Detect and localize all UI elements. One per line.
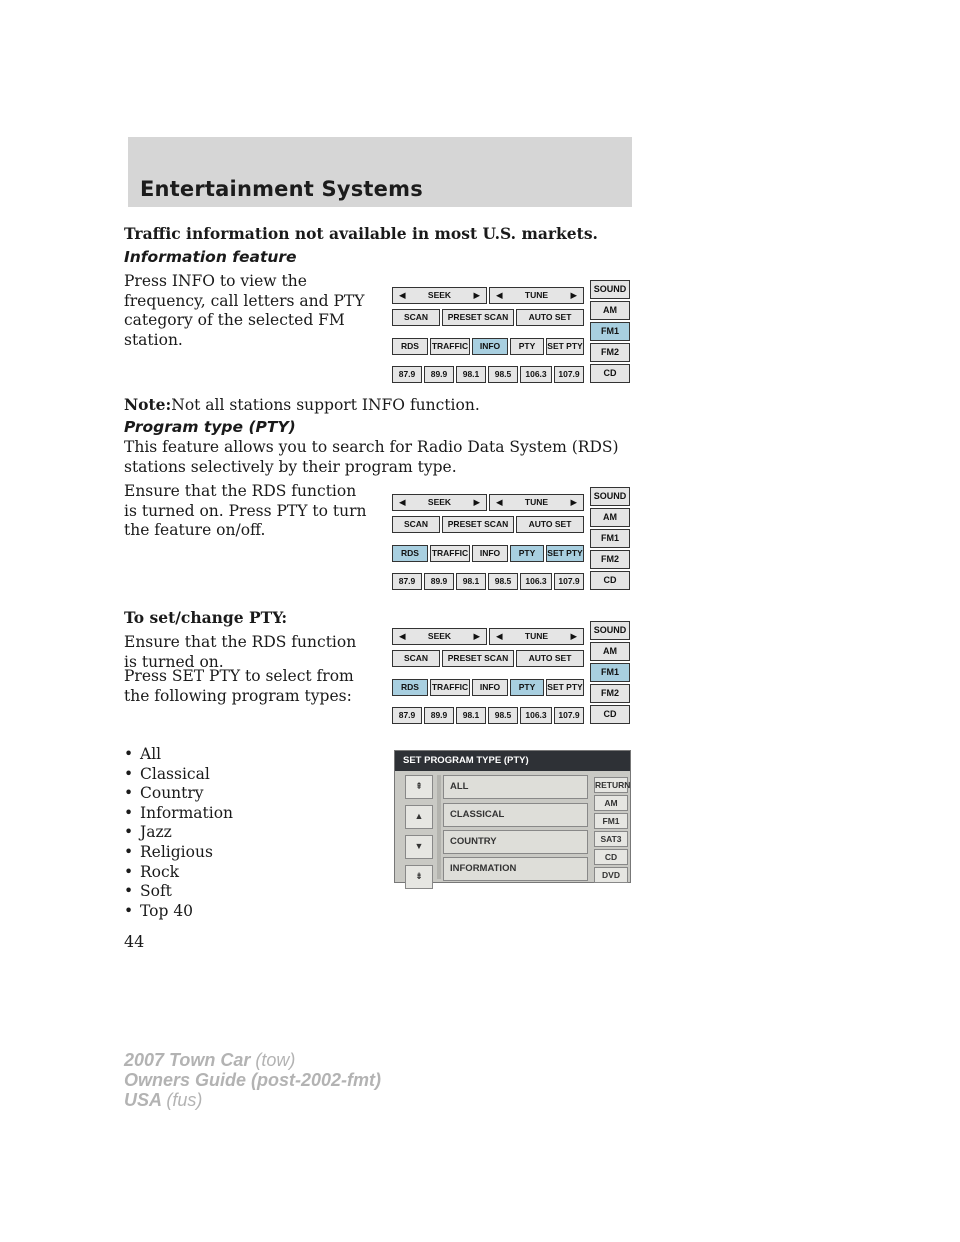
preset-row [392,573,584,590]
list-item: • Rock [124,862,180,881]
list-item: • Information [124,803,234,822]
preset-button[interactable]: 89.9 [424,573,454,590]
preset-button[interactable]: 98.1 [456,707,486,724]
traffic-button[interactable]: TRAFFIC [430,679,470,696]
pty-item-classical[interactable]: CLASSICAL [443,803,588,827]
footer-market-code: (fus) [166,1090,203,1110]
section-title: Entertainment Systems [140,177,423,201]
info-button[interactable]: INFO [472,679,508,696]
scan-row [392,516,584,533]
scan-button[interactable]: SCAN [392,650,440,667]
preset-row [392,707,584,724]
preset-button[interactable]: 87.9 [392,366,422,383]
rds-row [392,338,584,355]
header-band [128,137,632,207]
fm1-button[interactable]: FM1 [590,663,630,682]
am-button[interactable]: AM [590,301,630,320]
source-column [590,621,630,726]
sound-button[interactable]: SOUND [590,280,630,299]
fm1-button[interactable]: FM1 [590,322,630,341]
list-item: • Classical [124,764,210,783]
auto-set-button[interactable]: AUTO SET [516,516,584,533]
tune-button[interactable]: ◀ TUNE ▶ [489,287,584,304]
list-item: • Religious [124,842,213,861]
tune-right-icon: ▶ [570,631,577,641]
radio-panel-info [392,280,632,386]
radio-panel-pty [392,487,632,593]
scan-row [392,650,584,667]
cd-button[interactable]: CD [590,571,630,590]
traffic-note: Traffic information not available in most U.S. markets. [124,224,598,243]
pty-button[interactable]: PTY [510,338,544,355]
rds-text: Ensure that the RDS function is turned on. Press PTY to turn the feature on/off. [124,482,367,539]
preset-scan-button[interactable]: PRESET SCAN [442,309,514,326]
info-heading: Information feature [124,248,297,266]
program-type-list [124,745,233,921]
preset-button[interactable]: 87.9 [392,707,422,724]
note-label: Note: [124,395,172,414]
preset-button[interactable]: 107.9 [554,707,584,724]
list-item: • All [124,745,162,763]
footer-model-code: (tow) [255,1050,296,1070]
scrollbar[interactable] [437,775,441,879]
scan-button[interactable]: SCAN [392,309,440,326]
set-pty-button[interactable]: SET PTY [546,679,584,696]
seek-tune-row [392,494,584,511]
note-text: Not all stations support INFO function. [171,396,480,414]
return-button[interactable]: RETURN [594,777,628,793]
pty-item-information[interactable]: INFORMATION [443,857,588,881]
preset-button[interactable]: 106.3 [520,366,552,383]
set-text-1: Ensure that the RDS function is turned on. [124,633,357,671]
rds-button[interactable]: RDS [392,338,428,355]
seek-button[interactable]: ◀ SEEK ▶ [392,494,487,511]
cd-button[interactable]: CD [590,705,630,724]
seek-button[interactable]: ◀ SEEK ▶ [392,287,487,304]
auto-set-button[interactable]: AUTO SET [516,309,584,326]
preset-button[interactable]: 106.3 [520,573,552,590]
source-column [590,280,630,385]
tune-right-icon: ▶ [570,290,577,300]
preset-button[interactable]: 107.9 [554,366,584,383]
cd-button[interactable]: CD [594,849,628,865]
scroll-up-icon[interactable]: ▲ [405,805,433,829]
set-text-2: Press SET PTY to select from the following program types: [124,667,354,705]
pty-screen [394,750,631,883]
seek-left-icon: ◀ [399,497,406,507]
preset-button[interactable]: 107.9 [554,573,584,590]
tune-left-icon: ◀ [496,290,503,300]
seek-left-icon: ◀ [399,290,406,300]
preset-button[interactable]: 98.1 [456,573,486,590]
rds-row [392,679,584,696]
seek-tune-row [392,287,584,304]
rds-row [392,545,584,562]
info-text: Press INFO to view the frequency, call letters and PTY category of the selected FM station. [124,272,365,349]
pty-button[interactable]: PTY [510,679,544,696]
traffic-button[interactable]: TRAFFIC [430,338,470,355]
tune-left-icon: ◀ [496,631,503,641]
auto-set-button[interactable]: AUTO SET [516,650,584,667]
fm1-button[interactable]: FM1 [590,529,630,548]
tune-button[interactable]: ◀ TUNE ▶ [489,628,584,645]
preset-button[interactable]: 89.9 [424,707,454,724]
page-number: 44 [124,932,145,951]
seek-left-icon: ◀ [399,631,406,641]
pty-button[interactable]: PTY [510,545,544,562]
scroll-buttons [405,775,435,895]
preset-scan-button[interactable]: PRESET SCAN [442,516,514,533]
info-button[interactable]: INFO [472,545,508,562]
am-button[interactable]: AM [590,642,630,661]
preset-button[interactable]: 98.5 [488,707,518,724]
list-item: • Soft [124,882,172,901]
sound-button[interactable]: SOUND [590,621,630,640]
seek-right-icon: ▶ [473,290,480,300]
tune-left-icon: ◀ [496,497,503,507]
sat3-button[interactable]: SAT3 [594,831,628,847]
fm2-button[interactable]: FM2 [590,343,630,362]
preset-button[interactable]: 87.9 [392,573,422,590]
fm2-button[interactable]: FM2 [590,684,630,703]
am-button[interactable]: AM [594,795,628,811]
set-heading: To set/change PTY: [124,608,288,627]
pty-item-all[interactable]: ALL [443,775,588,799]
preset-scan-button[interactable]: PRESET SCAN [442,650,514,667]
preset-button[interactable]: 106.3 [520,707,552,724]
seek-right-icon: ▶ [473,497,480,507]
seek-button[interactable]: ◀ SEEK ▶ [392,628,487,645]
page-down-icon[interactable]: ⇟ [405,865,433,889]
set-pty-button[interactable]: SET PTY [546,545,584,562]
scroll-down-icon[interactable]: ▼ [405,835,433,859]
cd-button[interactable]: CD [590,364,630,383]
list-item: • Country [124,784,204,803]
pty-screen-title: SET PROGRAM TYPE (PTY) [395,751,630,771]
rds-button[interactable]: RDS [392,679,428,696]
footer-model: 2007 Town Car [124,1050,251,1070]
seek-right-icon: ▶ [473,631,480,641]
list-item: • Jazz [124,823,172,842]
preset-button[interactable]: 89.9 [424,366,454,383]
pty-heading: Program type (PTY) [124,418,296,436]
preset-button[interactable]: 98.5 [488,573,518,590]
radio-panel-set-pty [392,621,632,727]
info-button[interactable]: INFO [472,338,508,355]
footer-guide: Owners Guide (post-2002-fmt) [124,1070,382,1090]
preset-row [392,366,584,383]
seek-tune-row [392,628,584,645]
fm2-button[interactable]: FM2 [590,550,630,569]
list-item: • Top 40 [124,901,194,920]
preset-button[interactable]: 98.1 [456,366,486,383]
dvd-button[interactable]: DVD [594,867,628,883]
footer-market: USA [124,1090,162,1110]
document-footer [124,1050,381,1110]
rds-button[interactable]: RDS [392,545,428,562]
source-column [590,487,630,592]
note [124,395,480,416]
tune-right-icon: ▶ [570,497,577,507]
pty-side-buttons [594,777,631,885]
pty-intro: This feature allows you to search for Radio Data System (RDS) stations selectively by their program type. [124,438,619,476]
tune-button[interactable]: ◀ TUNE ▶ [489,494,584,511]
scan-button[interactable]: SCAN [392,516,440,533]
fm1-button[interactable]: FM1 [594,813,628,829]
am-button[interactable]: AM [590,508,630,527]
scan-row [392,309,584,326]
set-pty-button[interactable]: SET PTY [546,338,584,355]
preset-button[interactable]: 98.5 [488,366,518,383]
page-up-icon[interactable]: ⇞ [405,775,433,799]
sound-button[interactable]: SOUND [590,487,630,506]
traffic-button[interactable]: TRAFFIC [430,545,470,562]
pty-item-country[interactable]: COUNTRY [443,830,588,854]
